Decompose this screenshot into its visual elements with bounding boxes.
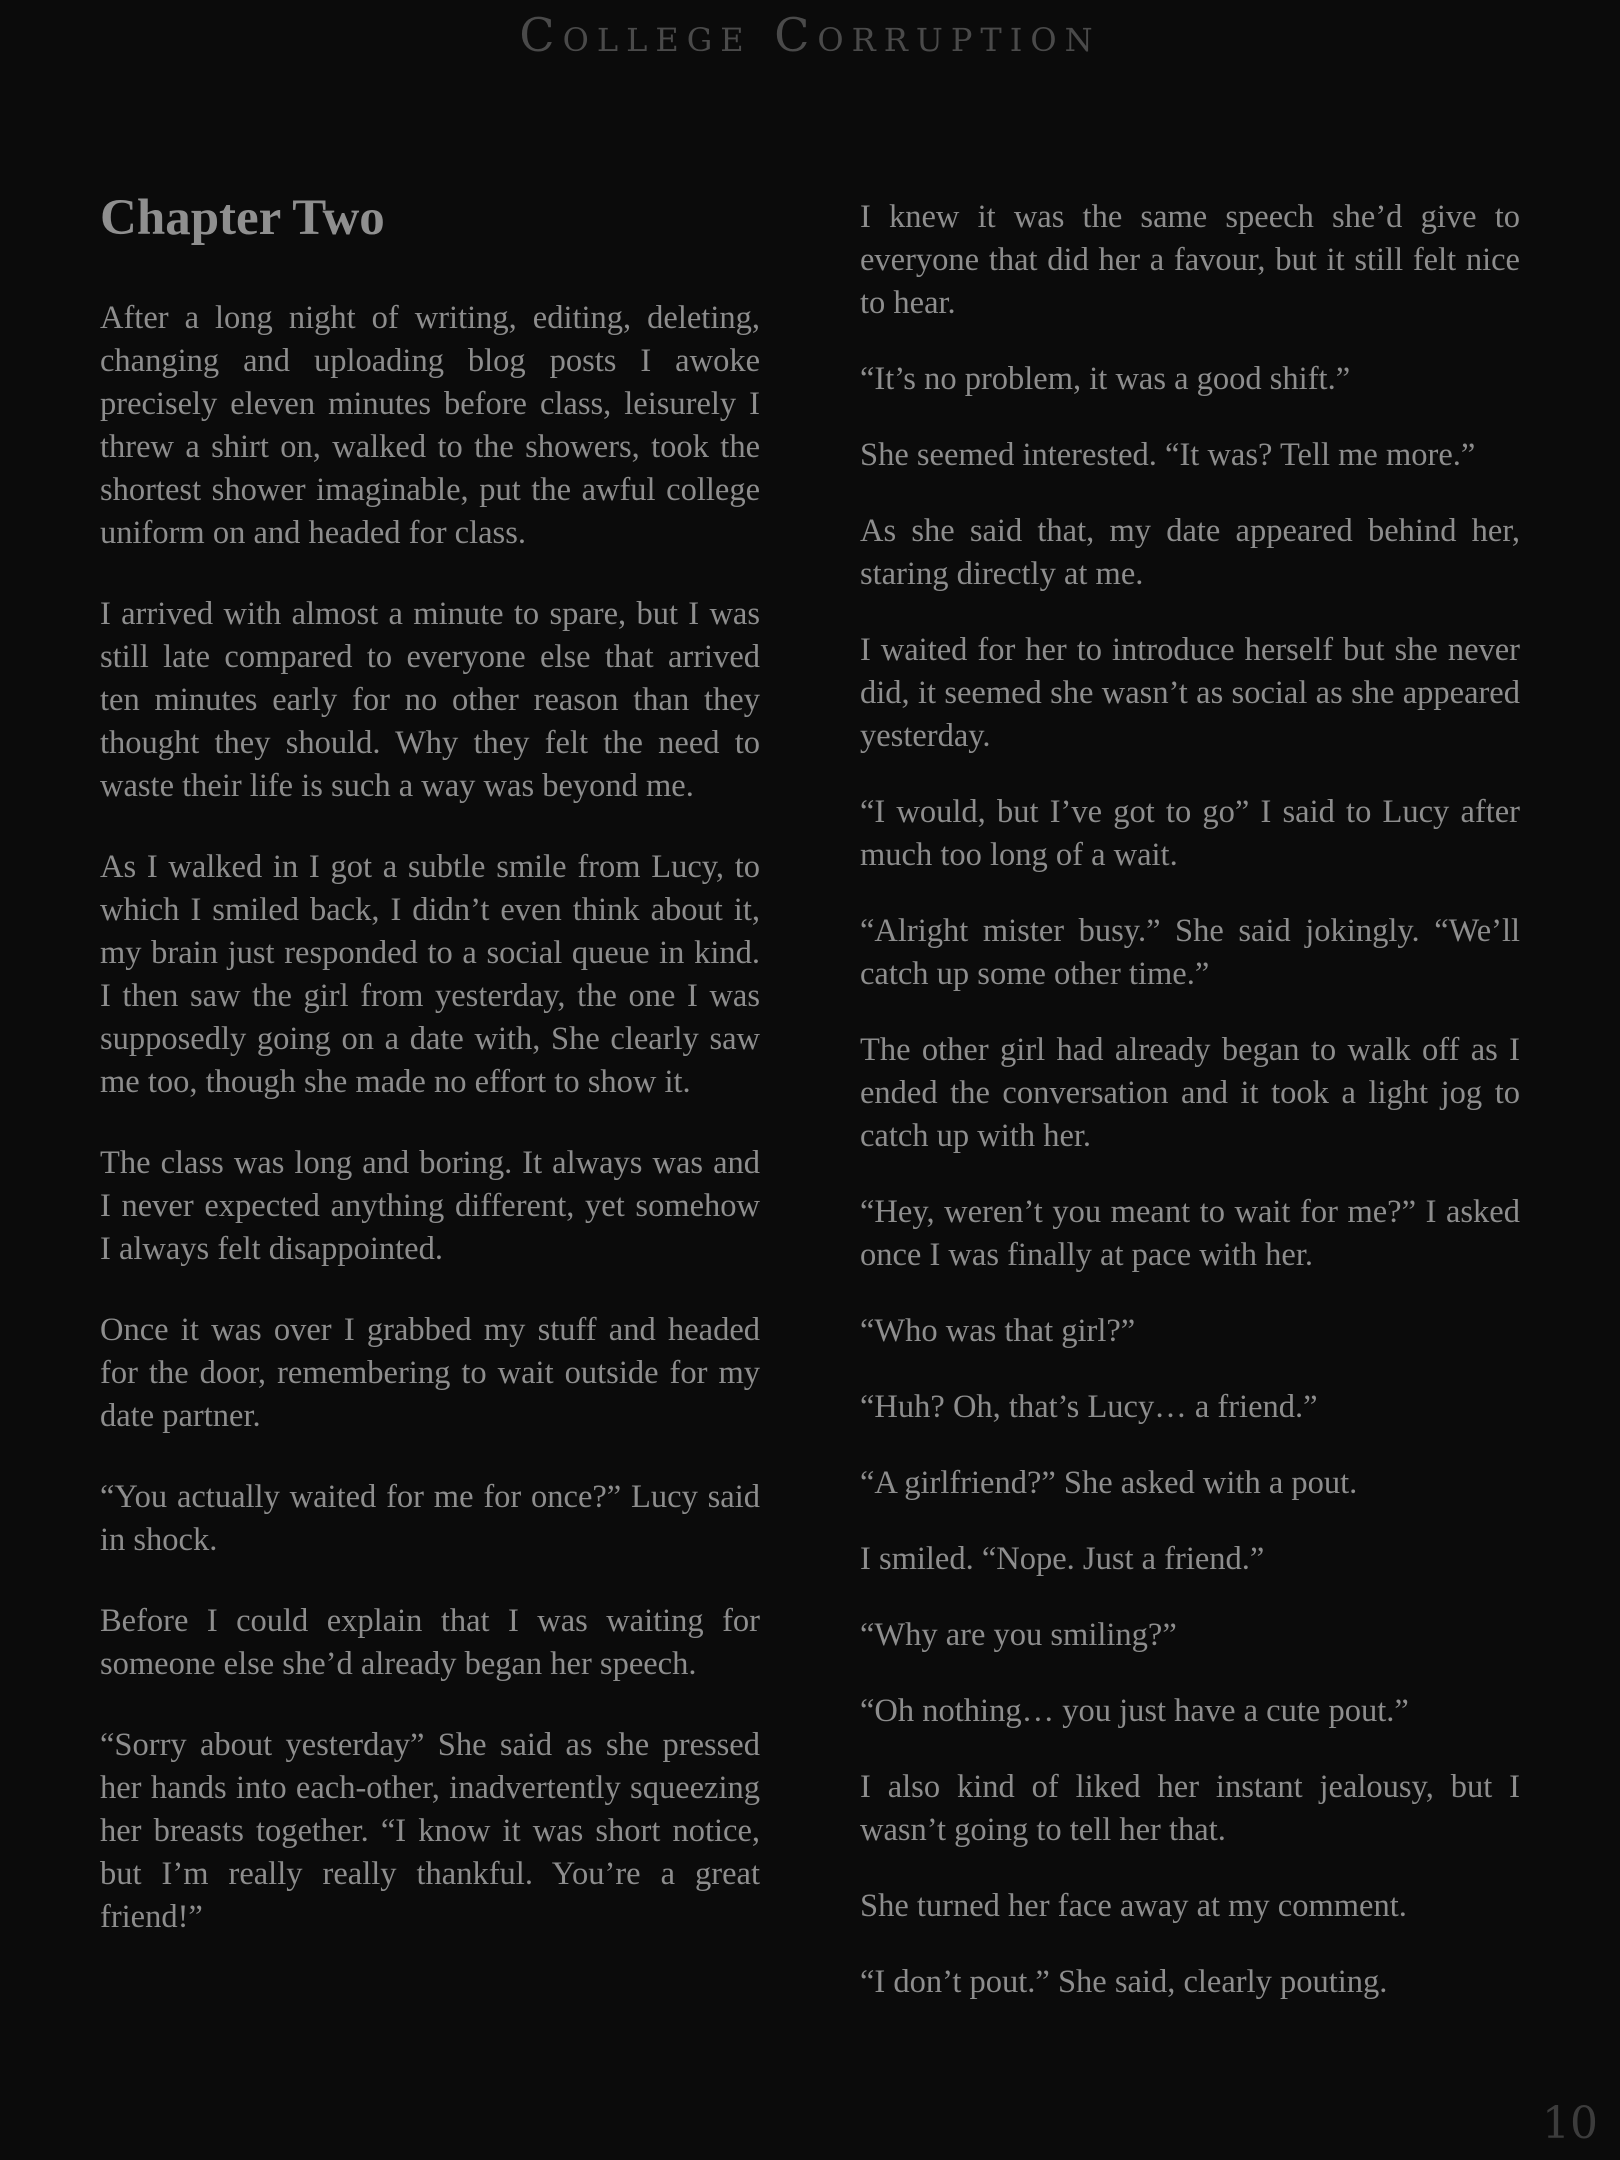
paragraph: I waited for her to introduce herself but she never did, it seemed she wasn’t as social as she appeared yesterday. [860,632,1520,754]
page-number: 10 [1542,2098,1598,2149]
paragraph: She seemed interested. “It was? Tell me more.” [860,437,1476,473]
paragraph: After a long night of writing, editing, deleting, changing and uploading blog posts I awoke precisely eleven minutes before class, leisurely I threw a shirt on, walked to the showers, took the shortest shower imaginable, put the awful college uniform on and headed for class. [100,300,760,551]
paragraph: “I would, but I’ve got to go” I said to Lucy after much too long of a wait. [860,794,1520,873]
paragraph: “Who was that girl?” [860,1313,1136,1349]
paragraph: “Oh nothing… you just have a cute pout.” [860,1693,1409,1729]
paragraph: “I don’t pout.” She said, clearly pouting. [860,1964,1388,2000]
paragraph: I knew it was the same speech she’d give to everyone that did her a favour, but it still felt nice to hear. [860,199,1520,321]
right-column-paragraphs [860,196,1520,2037]
paragraph: “Sorry about yesterday” She said as she pressed her hands into each-other, inadvertently squeezing her breasts together. “I know it was short notice, but I’m really really thankful. You’re a great friend!” [100,1727,760,1935]
paragraph: “Why are you smiling?” [860,1617,1177,1653]
paragraph: “It’s no problem, it was a good shift.” [860,361,1351,397]
paragraph: I arrived with almost a minute to spare, but I was still late compared to everyone else that arrived ten minutes early for no other reason than they thought they should. Why they felt the need to waste their life is such a way was beyond me. [100,596,760,804]
paragraph: “Hey, weren’t you meant to wait for me?” I asked once I was finally at pace with her. [860,1194,1520,1273]
paragraph: “You actually waited for me for once?” Lucy said in shock. [100,1479,760,1558]
chapter-title: Chapter Two [100,190,385,246]
running-header-title: College Corruption [519,8,1101,62]
paragraph: As she said that, my date appeared behind her, staring directly at me. [860,513,1520,592]
paragraph: She turned her face away at my comment. [860,1888,1407,1924]
paragraph: Before I could explain that I was waiting for someone else she’d already began her speech. [100,1603,760,1682]
left-column-paragraphs [100,297,760,1977]
paragraph: Once it was over I grabbed my stuff and headed for the door, remembering to wait outside for my date partner. [100,1312,760,1434]
paragraph: “Huh? Oh, that’s Lucy… a friend.” [860,1389,1318,1425]
paragraph: I smiled. “Nope. Just a friend.” [860,1541,1265,1577]
paragraph: The other girl had already began to walk off as I ended the conversation and it took a light jog to catch up with her. [860,1032,1520,1154]
paragraph: The class was long and boring. It always was and I never expected anything different, yet somehow I always felt disappointed. [100,1145,760,1267]
paragraph: I also kind of liked her instant jealousy, but I wasn’t going to tell her that. [860,1769,1520,1848]
paragraph: “A girlfriend?” She asked with a pout. [860,1465,1358,1501]
paragraph: As I walked in I got a subtle smile from Lucy, to which I smiled back, I didn’t even think about it, my brain just responded to a social queue in kind. I then saw the girl from yesterday, the one I was supposedly going on a date with, She clearly saw me too, though she made no effort to show it. [100,849,760,1100]
paragraph: “Alright mister busy.” She said jokingly. “We’ll catch up some other time.” [860,913,1520,992]
